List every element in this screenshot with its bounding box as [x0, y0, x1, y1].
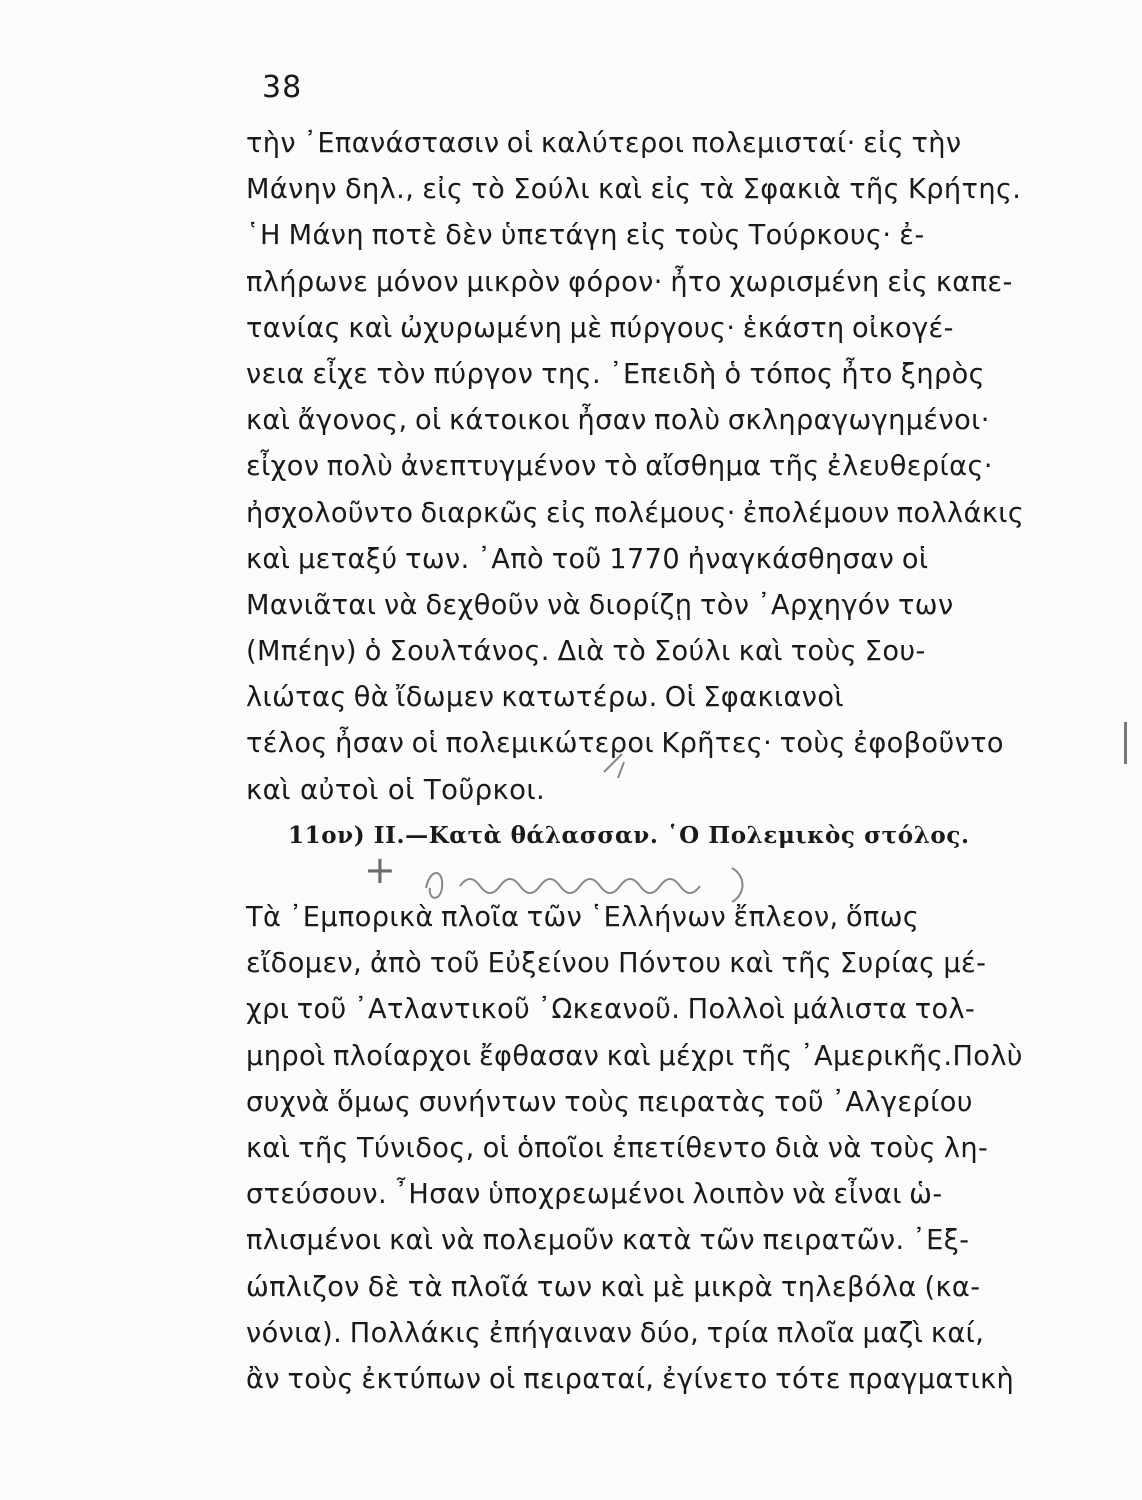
text-line: τέλος ἦσαν οἱ πολεμικώτεροι Κρῆτες· τοὺς ἐφοβοῦντο [246, 727, 1004, 760]
text-line: Τὰ ᾿Εμπορικὰ πλοῖα τῶν ῾Ελλήνων ἔπλεον, ὅπως [246, 901, 920, 933]
text-line: τὴν ᾿Επανάστασιν οἱ καλύτεροι πολεμισταί· εἰς τὴν [246, 127, 962, 159]
text-line: καὶ ἄγονος, οἱ κάτοικοι ἦσαν πολὺ σκληραγωγημένοι· [246, 404, 990, 437]
text-line: καὶ τῆς Τύνιδος, οἱ ὁποῖοι ἐπετίθεντο διὰ νὰ τοὺς λη- [246, 1131, 989, 1164]
text-line: λιώτας θὰ ἴδωμεν κατωτέρω. Οἱ Σφακιανοὶ [246, 681, 845, 714]
text-line: (Μπέην) ὁ Σουλτάνος. Διὰ τὸ Σούλι καὶ τοὺς Σου- [246, 635, 926, 668]
text-line: Μανιᾶται νὰ δεχθοῦν νὰ διορίζῃ τὸν ᾿Αρχηγόν των [246, 588, 954, 621]
paragraph-1 [246, 120, 1126, 813]
text-line: στεύσουν. ῏Ησαν ὑποχρεωμένοι λοιπὸν νὰ εἶναι ὡ- [246, 1178, 943, 1211]
text-line: ἂν τοὺς ἐκτύπων οἱ πειραταί, ἐγίνετο τότε πραγματικὴ [246, 1362, 1015, 1395]
handwritten-plus-mark: + [364, 848, 396, 892]
text-line: νεια εἶχε τὸν πύργον της. ᾿Επειδὴ ὁ τόπος ἦτο ξηρὸς [246, 357, 985, 390]
text-line: συχνὰ ὅμως συνήντων τοὺς πειρατὰς τοῦ ᾿Αλγερίου [246, 1085, 973, 1118]
text-line: ῾Η Μάνη ποτὲ δὲν ὑπετάγη εἰς τοὺς Τούρκους· ἐ- [246, 219, 925, 252]
section-heading: 11ον) ΙΙ.—Κατὰ θάλασσαν. ῾Ο Πολεμικὸς στόλος. [288, 822, 970, 849]
text-line: χρι τοῦ ᾿Ατλαντικοῦ ᾿Ωκεανοῦ. Πολλοὶ μάλιστα τολ- [246, 993, 976, 1026]
text-line: πλισμένοι καὶ νὰ πολεμοῦν κατὰ τῶν πειρατῶν. ᾿Εξ- [246, 1224, 970, 1257]
text-line: μηροὶ πλοίαρχοι ἔφθασαν καὶ μέχρι τῆς ᾿Αμερικῆς.Πολὺ [246, 1039, 1023, 1072]
text-line: εἴδομεν, ἀπὸ τοῦ Εὐξείνου Πόντου καὶ τῆς Συρίας μέ- [246, 947, 987, 980]
text-line: ἠσχολοῦντο διαρκῶς εἰς πολέμους· ἐπολέμουν πολλάκις [246, 496, 1025, 529]
text-line: καὶ μεταξύ των. ᾿Απὸ τοῦ 1770 ἠναγκάσθησαν οἱ [246, 542, 929, 575]
text-line: τανίας καὶ ὠχυρωμένη μὲ πύργους· ἑκάστη οἰκογέ- [246, 311, 954, 344]
text-line: καὶ αὐτοὶ οἱ Τοῦρκοι. [246, 773, 546, 806]
paragraph-2 [246, 894, 1126, 1402]
text-line: Μάνην δηλ., εἰς τὸ Σούλι καὶ εἰς τὰ Σφακιὰ τῆς Κρήτης. [246, 173, 1022, 206]
text-line: ώπλιζον δὲ τὰ πλοῖά των καὶ μὲ μικρὰ τηλεβόλα (κα- [246, 1270, 981, 1303]
text-line: πλήρωνε μόνον μικρὸν φόρον· ἦτο χωρισμένη εἰς καπε- [246, 265, 1013, 298]
margin-line-mark [1124, 722, 1127, 764]
pen-mark [600, 748, 628, 784]
text-line: νόνια). Πολλάκις ἐπήγαιναν δύο, τρία πλοῖα μαζὶ καί, [246, 1316, 985, 1349]
page-number: 38 [262, 70, 303, 105]
text-line: εἶχον πολὺ ἀνεπτυγμένον τὸ αἴσθημα τῆς ἐλευθερίας· [246, 450, 993, 483]
